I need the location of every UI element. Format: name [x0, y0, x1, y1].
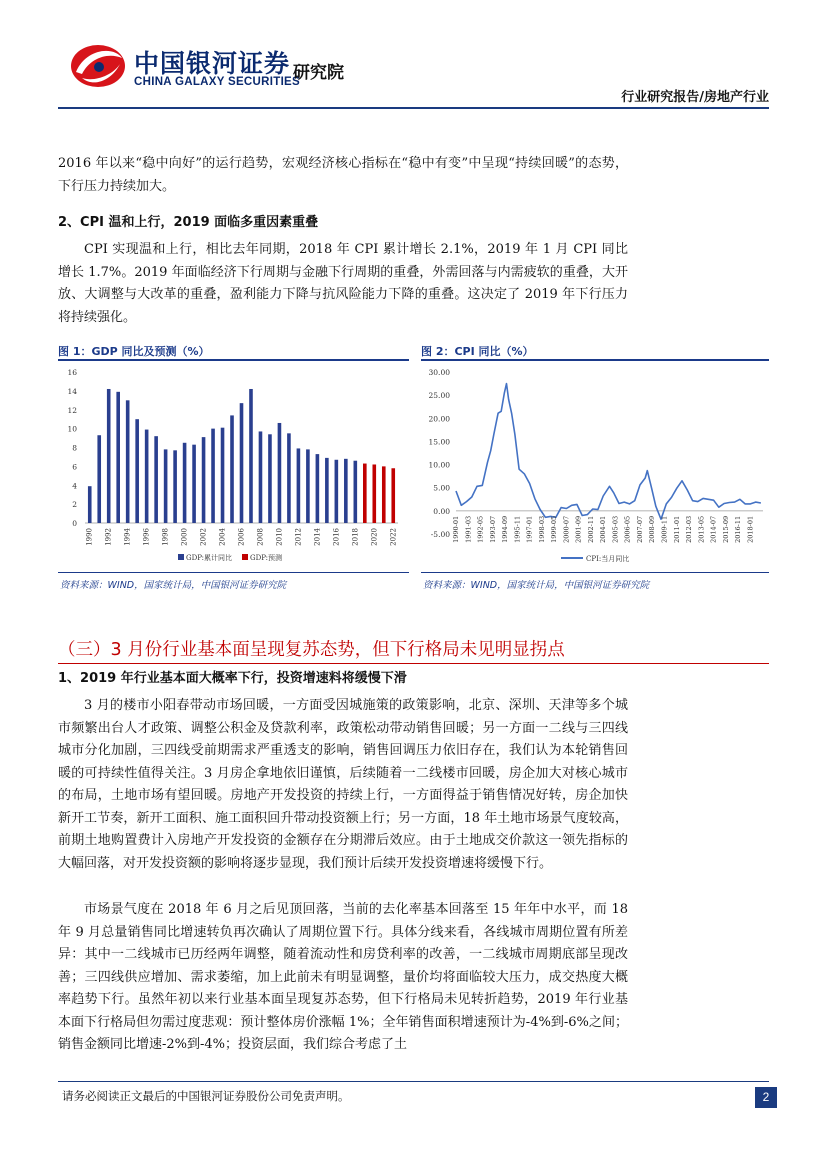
figure1-bottom-rule: [58, 572, 409, 573]
bar-2000: [183, 443, 187, 523]
bar-2009: [268, 434, 272, 523]
bar-2013: [306, 449, 310, 523]
x-tick-label: 2012-03: [685, 515, 694, 543]
bar-2020: [372, 464, 376, 523]
bar-2005: [230, 415, 234, 523]
bar-1994: [126, 400, 130, 523]
x-tick-label: 2012: [294, 528, 303, 546]
legend-swatch: [178, 554, 184, 560]
y-tick-label: 10.00: [428, 460, 450, 470]
bar-2002: [202, 437, 206, 523]
bar-2022: [391, 468, 395, 523]
x-tick-label: 2007-07: [635, 515, 644, 543]
x-tick-label: 1996: [142, 528, 151, 546]
figure2-title: 图 2：CPI 同比（%）: [421, 345, 534, 358]
bar-2004: [221, 428, 225, 523]
bar-1996: [145, 430, 149, 523]
x-tick-label: 2005-03: [611, 515, 620, 543]
x-tick-label: 2006-05: [623, 515, 632, 543]
bar-1998: [164, 449, 168, 523]
y-tick-label: 25.00: [428, 391, 450, 401]
y-tick-label: 0: [72, 519, 77, 528]
header-divider: [58, 107, 769, 109]
bar-1993: [116, 392, 120, 523]
bar-2021: [382, 466, 386, 523]
y-tick-label: 6: [72, 462, 77, 472]
institute-label: 研究院: [293, 63, 344, 83]
y-tick-label: 30.00: [428, 368, 450, 377]
cpi-series-line: [456, 384, 761, 520]
bar-2018: [354, 461, 358, 523]
paragraph-cpi: CPI 实现温和上行，相比去年同期，2018 年 CPI 累计增长 2.1%，2019 年 1 月 CPI 同比增长 1.7%。2019 年面临经济下行周期与金融下行周期的重叠，外需回落与内需疲软的重叠，大开放、大调整与大改革的重叠，盈利能力下降与抗风险能力下降的重叠。这决定了 2019 年下行压力将持续强化。: [58, 242, 628, 325]
bar-2012: [297, 448, 301, 523]
x-tick-label: 2009-11: [660, 515, 669, 543]
bar-2015: [325, 458, 329, 523]
bar-2001: [192, 445, 196, 523]
bar-2010: [278, 423, 282, 523]
section-title-rule: [58, 663, 769, 664]
x-tick-label: 1999-05: [550, 515, 559, 543]
x-tick-label: 2022: [389, 528, 398, 546]
y-tick-label: -5.00: [430, 530, 450, 539]
legend-swatch: [242, 554, 248, 560]
bar-1992: [107, 389, 111, 523]
y-tick-label: 0.00: [433, 506, 450, 516]
y-tick-label: 15.00: [428, 437, 450, 447]
bar-2008: [259, 431, 263, 523]
x-tick-label: 2014: [313, 528, 322, 546]
footer-disclaimer: 请务必阅读正文最后的中国银河证券股份公司免责声明。: [62, 1089, 350, 1103]
x-tick-label: 2002-11: [586, 515, 595, 543]
x-tick-label: 2016-11: [734, 515, 743, 543]
legend-label: CPI:当月同比: [586, 555, 630, 563]
bar-2011: [287, 433, 291, 523]
y-tick-label: 14: [67, 386, 77, 396]
figure1-title-rule: [58, 359, 409, 361]
x-tick-label: 2001-09: [574, 515, 583, 543]
section-title: （三）3 月份行业基本面呈现复苏态势，但下行格局未见明显拐点: [58, 640, 565, 660]
y-tick-label: 10: [67, 424, 77, 434]
x-tick-label: 2004-01: [599, 515, 608, 543]
x-tick-label: 2002: [199, 528, 208, 546]
report-type-label: 行业研究报告/房地产行业: [621, 90, 769, 105]
x-tick-label: 1998-03: [537, 515, 546, 543]
gdp-bar-chart: [58, 362, 409, 570]
x-tick-label: 1993-07: [488, 515, 497, 543]
y-tick-label: 20.00: [428, 414, 450, 424]
x-tick-label: 1991-03: [464, 515, 473, 543]
x-tick-label: 2020: [370, 528, 379, 546]
figure1-title: 图 1：GDP 同比及预测（%）: [58, 345, 210, 358]
paragraph-intro: 2016 年以来“稳中向好”的运行趋势，宏观经济核心指标在“稳中有变”中呈现“持续回暖”的态势，下行压力持续加大。: [58, 156, 628, 194]
x-tick-label: 2008: [256, 528, 265, 546]
bar-1997: [154, 436, 158, 523]
x-tick-label: 2004: [218, 528, 227, 546]
y-tick-label: 2: [72, 500, 77, 510]
x-tick-label: 1990-01: [452, 515, 460, 543]
heading-cpi: 2、CPI 温和上行，2019 面临多重因素重叠: [58, 215, 319, 230]
x-tick-label: 2014-07: [709, 515, 718, 543]
page-number: 2: [755, 1087, 777, 1108]
figure1-source: 资料来源：WIND，国家统计局，中国银河证券研究院: [60, 580, 287, 591]
x-tick-label: 1992: [104, 528, 113, 546]
bar-1990: [88, 486, 92, 523]
bar-1991: [97, 435, 101, 523]
bar-2007: [249, 389, 253, 523]
legend-label: GDP:预测: [250, 554, 283, 562]
x-tick-label: 2015-09: [721, 515, 730, 543]
y-tick-label: 16: [67, 368, 77, 377]
bar-2017: [344, 459, 348, 523]
x-tick-label: 1995-11: [513, 515, 522, 543]
bar-2014: [316, 454, 320, 523]
bar-2019: [363, 464, 367, 523]
legend-label: GDP:累计同比: [186, 554, 233, 562]
x-tick-label: 2010: [275, 528, 284, 546]
footer-divider: [58, 1081, 769, 1082]
bar-1999: [173, 450, 177, 523]
x-tick-label: 1994: [123, 528, 132, 546]
figure2-bottom-rule: [421, 572, 769, 573]
y-tick-label: 12: [67, 405, 77, 415]
x-tick-label: 2000-07: [562, 515, 571, 543]
bar-1995: [135, 419, 139, 523]
x-tick-label: 2018-01: [746, 515, 755, 543]
paragraph-market-recovery: 3 月的楼市小阳春带动市场回暖，一方面受因城施策的政策影响，北京、深圳、天津等多个城市频繁出台人才政策、调整公积金及贷款利率，政策松动带动销售回暖；另一方面一二线与三四线城市分化加剧，三四线受前期需求严重透支的影响，销售回调压力依旧存在，我们认为本轮销售回暖的可持续性值得关注。3 月房企拿地依旧谨慎，后续随着一二线楼市回暖，房企加大对核心城市的布局，土地市场有望回暖。房地产开发投资的持续上行，一方面得益于销售情况好转，房企加快新开工节奏，新开工面积、施工面积回升带动投资额上行；另一方面，18 年土地市场景气度较高，前期土地购置费计入房地产开发投资的金额存在分期滞后效应。由于土地成交价款这一领先指标的大幅回落，对开发投资额的影响将逐步显现，我们预计后续开发投资增速将缓慢下行。: [58, 698, 628, 871]
figure2-title-rule: [421, 359, 769, 361]
figure2-source: 资料来源：WIND，国家统计局，中国银河证券研究院: [423, 580, 650, 591]
x-tick-label: 1997-01: [525, 515, 534, 543]
y-tick-label: 8: [72, 443, 77, 453]
galaxy-logo-icon: [68, 42, 128, 90]
heading-industry-outlook: 1、2019 年行业基本面大概率下行，投资增速料将缓慢下滑: [58, 671, 407, 686]
x-tick-label: 2000: [180, 528, 189, 546]
bar-2003: [211, 429, 215, 523]
y-tick-label: 4: [72, 481, 77, 491]
x-tick-label: 2011-01: [672, 515, 681, 543]
y-tick-label: 5.00: [433, 483, 450, 493]
x-tick-label: 1994-09: [501, 515, 510, 543]
x-tick-label: 1998: [161, 528, 170, 546]
bar-2006: [240, 403, 244, 523]
cpi-line-chart: [421, 362, 769, 570]
paragraph-market-cycle: 市场景气度在 2018 年 6 月之后见顶回落，当前的去化率基本回落至 15 年年中水平，而 18 年 9 月总量销售同比增速转负再次确认了周期位置下行。具体分线来看，各线城市周期位置有所差异：其中一二线城市已历经两年调整，随着流动性和房贷利率的改善，一二线城市周期底部呈现改善；三四线供应增加、需求萎缩，加上此前未有明显调整，量价均将面临较大压力，成交热度大概率趋势下行。虽然年初以来行业基本面呈现复苏态势，但下行格局未见转折趋势，2019 年行业基本面下行格局但勿需过度悲观：预计整体房价涨幅 1%；全年销售面积增速预计为-4%到-6%之间；销售金额同比增速-2%到-4%；投资层面，我们综合考虑了土: [58, 902, 628, 1052]
bar-2016: [335, 460, 339, 523]
brand-name-cn: 中国银河证券: [134, 49, 291, 78]
x-tick-label: 2008-09: [648, 515, 657, 543]
x-tick-label: 2016: [332, 528, 341, 546]
x-tick-label: 2013-05: [697, 515, 706, 543]
x-tick-label: 1992-05: [476, 515, 485, 543]
x-tick-label: 1990: [85, 528, 94, 546]
x-tick-label: 2018: [351, 528, 360, 546]
x-tick-label: 2006: [237, 528, 246, 546]
brand-name-en: CHINA GALAXY SECURITIES: [134, 76, 301, 88]
